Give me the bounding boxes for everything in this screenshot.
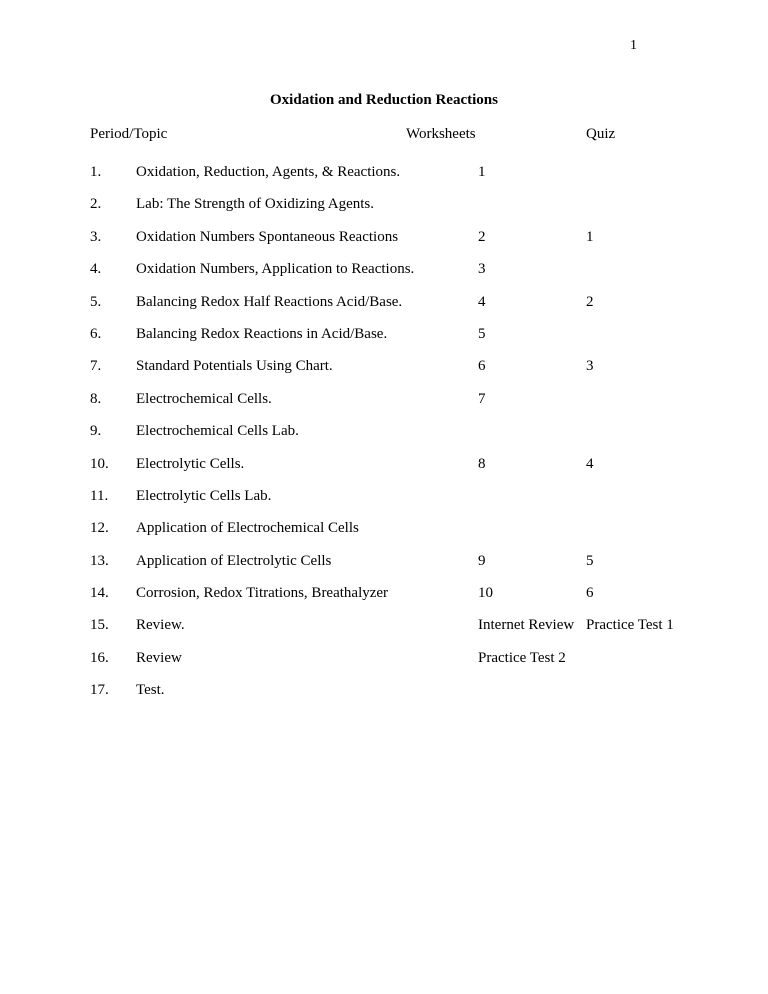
- table-row: [0, 488, 768, 520]
- row-topic: Review: [136, 649, 182, 666]
- row-worksheet: 6: [478, 358, 486, 375]
- table-row: [0, 423, 768, 455]
- row-topic: Balancing Redox Reactions in Acid/Base.: [136, 325, 388, 342]
- table-row: [0, 520, 768, 552]
- row-worksheet: 10: [478, 585, 493, 602]
- row-number: 13.: [90, 552, 109, 569]
- table-row: [0, 326, 768, 358]
- row-worksheet: 5: [478, 325, 486, 342]
- table-header: [0, 126, 768, 148]
- row-worksheet: Internet Review: [478, 617, 575, 634]
- row-number: 1.: [90, 164, 102, 180]
- table-row: [0, 682, 768, 714]
- header-quiz: Quiz: [586, 126, 616, 142]
- table-row: [0, 456, 768, 488]
- row-topic: Electrolytic Cells Lab.: [136, 487, 272, 504]
- row-quiz: 5: [586, 552, 594, 569]
- row-topic: Application of Electrolytic Cells: [136, 552, 332, 569]
- row-topic: Corrosion, Redox Titrations, Breathalyzer: [136, 585, 389, 602]
- row-topic: Application of Electrochemical Cells: [136, 520, 359, 537]
- row-topic: Oxidation Numbers Spontaneous Reactions: [136, 228, 399, 245]
- row-quiz: 2: [586, 293, 594, 310]
- table-row: [0, 553, 768, 585]
- table-row: [0, 358, 768, 390]
- row-worksheet: 4: [478, 293, 486, 310]
- header-period-topic: Period/Topic: [90, 126, 168, 142]
- row-topic: Electrolytic Cells.: [136, 455, 245, 472]
- row-topic: Oxidation Numbers, Application to Reactions.: [136, 261, 415, 278]
- table-row: [0, 617, 768, 649]
- row-number: 17.: [90, 682, 109, 699]
- row-number: 5.: [90, 293, 102, 310]
- row-topic: Oxidation, Reduction, Agents, & Reactions.: [136, 164, 401, 180]
- row-number: 2.: [90, 196, 102, 213]
- row-number: 7.: [90, 358, 102, 375]
- row-number: 10.: [90, 455, 109, 472]
- table-row: [0, 196, 768, 228]
- row-topic: Standard Potentials Using Chart.: [136, 358, 333, 375]
- row-topic: Electrochemical Cells.: [136, 390, 272, 407]
- table-row: [0, 164, 768, 196]
- row-worksheet: 8: [478, 455, 486, 472]
- row-topic: Lab: The Strength of Oxidizing Agents.: [136, 196, 375, 213]
- page-number: 1: [630, 38, 637, 53]
- row-topic: Balancing Redox Half Reactions Acid/Base.: [136, 293, 403, 310]
- row-number: 9.: [90, 423, 102, 440]
- row-worksheet: 1: [478, 164, 486, 180]
- table-row: [0, 229, 768, 261]
- row-topic: Test.: [136, 682, 165, 699]
- table-row: [0, 391, 768, 423]
- row-worksheet: 3: [478, 261, 486, 278]
- row-worksheet: Practice Test 2: [478, 649, 566, 666]
- table-row: [0, 585, 768, 617]
- header-worksheets: Worksheets: [406, 126, 476, 142]
- table-row: [0, 294, 768, 326]
- row-number: 4.: [90, 261, 102, 278]
- row-number: 12.: [90, 520, 109, 537]
- table-row: [0, 650, 768, 682]
- table-row: [0, 261, 768, 293]
- row-quiz: 1: [586, 228, 594, 245]
- row-quiz: Practice Test 1: [586, 617, 674, 634]
- row-quiz: 3: [586, 358, 594, 375]
- row-topic: Review.: [136, 617, 185, 634]
- row-number: 3.: [90, 228, 102, 245]
- row-number: 6.: [90, 325, 102, 342]
- row-number: 16.: [90, 649, 109, 666]
- schedule-table: [0, 164, 768, 715]
- row-topic: Electrochemical Cells Lab.: [136, 423, 299, 440]
- row-worksheet: 2: [478, 228, 486, 245]
- row-number: 8.: [90, 390, 102, 407]
- row-quiz: 4: [586, 455, 594, 472]
- row-number: 15.: [90, 617, 109, 634]
- row-quiz: 6: [586, 585, 594, 602]
- row-number: 14.: [90, 585, 109, 602]
- page-title: Oxidation and Reduction Reactions: [270, 92, 498, 108]
- row-number: 11.: [90, 487, 109, 504]
- row-worksheet: 7: [478, 390, 486, 407]
- row-worksheet: 9: [478, 552, 486, 569]
